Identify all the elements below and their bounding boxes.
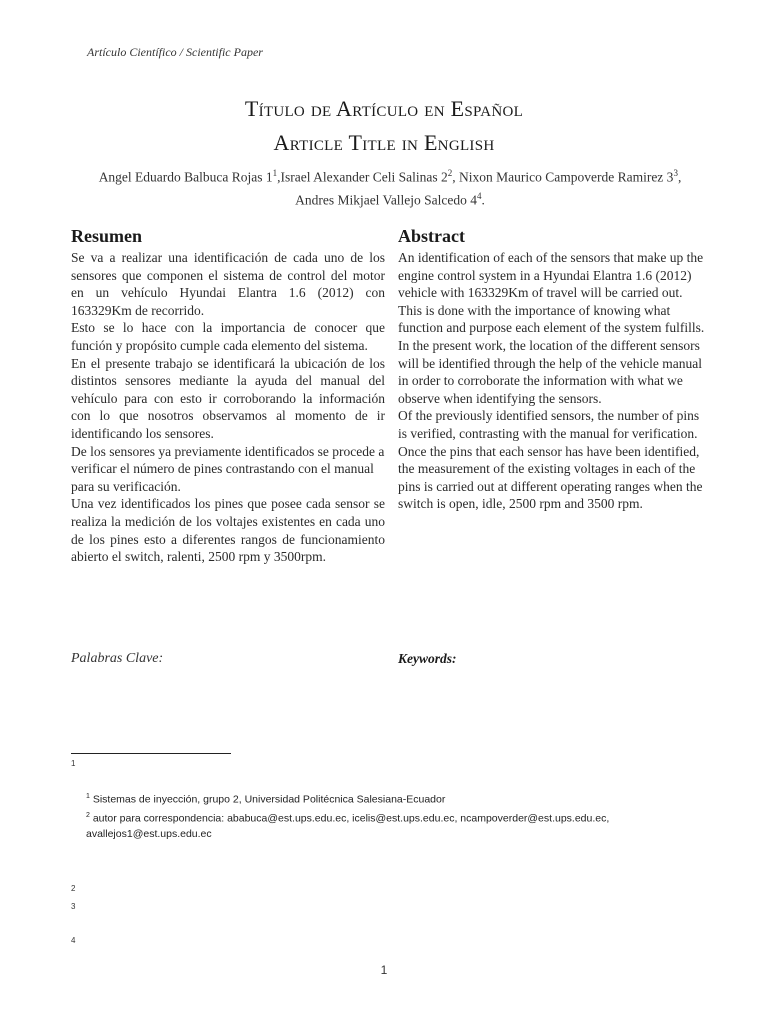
author-3-mark: 3 xyxy=(673,168,678,178)
title-english: Article Title in English xyxy=(273,130,495,155)
footnote-block xyxy=(86,789,686,842)
author-1: Angel Eduardo Balbuca Rojas 1 xyxy=(98,169,273,185)
author-list xyxy=(90,164,690,209)
resumen-heading: Resumen xyxy=(71,226,142,246)
resumen-paragraph-5: Una vez identificados los pines que posee cada sensor se realiza la medición de los voltajes existentes en cada uno de los pines esto a diferentes rangos de funcionamiento abierto el switch, ralenti, 2500 rpm y 3500rpm. xyxy=(71,496,385,565)
author-2-mark: 2 xyxy=(447,168,453,178)
footnote-mark-3: 3 xyxy=(71,902,76,911)
footnote-correspondence xyxy=(86,808,686,843)
abstract-paragraph-3: In the present work, the location of the different sensors will be identified through the help of the vehicle manual in order to corroborate the information with what we observe when identifying the sensors. xyxy=(398,337,703,406)
footnote-correspondence-mark: 2 xyxy=(86,811,90,819)
resumen-paragraph-4: De los sensores ya previamente identificados se procede a verificar el número de pines contrastando con el manual para su verificación. xyxy=(71,443,385,494)
palabras-clave-label: Palabras Clave: xyxy=(71,651,164,666)
footnote-affiliation-text: Sistemas de inyección, grupo 2, Universidad Politécnica Salesiana-Ecuador xyxy=(92,793,446,806)
author-list-end: . xyxy=(481,192,485,207)
author-4-mark: 4 xyxy=(477,190,482,201)
resumen-paragraph-3: En el presente trabajo se identificará la ubicación de los distintos sensores mediante la ayuda del manual del vehículo para con esto ir corroborando la información con lo que nosotros observamos al momento de ir identificando los sensores. xyxy=(71,355,385,441)
footnote-mark-4: 4 xyxy=(71,936,76,945)
resumen-paragraph-2: Esto se lo hace con la importancia de conocer que función y propósito cumple cada elemento del sistema. xyxy=(71,320,385,353)
resumen-section xyxy=(71,226,385,566)
author-2: ,Israel Alexander Celi Salinas 2 xyxy=(277,169,448,185)
footnote-affiliation-mark: 1 xyxy=(86,793,90,800)
keywords-label: Keywords: xyxy=(398,651,457,666)
footnote-mark-2: 2 xyxy=(71,884,76,893)
footnote-separator xyxy=(71,753,231,754)
author-4: , Andres Mikjael Vallejo Salcedo 4 xyxy=(295,169,682,207)
resumen-paragraph-1: Se va a realizar una identificación de cada uno de los sensores que componen el sistema de control del motor en un vehículo Hyundai Elantra 1.6 (2012) con 163329Km de recorrido. xyxy=(71,250,385,318)
page-number: 1 xyxy=(380,963,388,977)
footnote-mark-1: 1 xyxy=(71,759,76,768)
author-1-mark: 1 xyxy=(272,168,278,178)
abstract-paragraph-1: An identification of each of the sensors that make up the engine control system in a Hyundai Elantra 1.6 (2012) vehicle with 163329Km of travel will be carried out. xyxy=(398,250,704,301)
abstract-paragraph-2: This is done with the importance of knowing what function and purpose each element of the system fulfills. xyxy=(398,302,705,336)
title-spanish: Título de Artículo en Español xyxy=(244,96,524,121)
abstract-section xyxy=(398,226,708,513)
abstract-paragraph-4: Of the previously identified sensors, the number of pins is verified, contrasting with the manual for verification. xyxy=(398,408,700,441)
abstract-paragraph-5: Once the pins that each sensor has have been identified, the measurement of the existing voltages in each of the pins is carried out at different operating ranges when the switch is open, idle, 2500 rpm and 3500 rpm. xyxy=(398,443,703,512)
footnote-affiliation xyxy=(86,789,686,808)
running-header: Artículo Científico / Scientific Paper xyxy=(87,45,263,59)
author-3: , Nixon Maurico Campoverde Ramirez 3 xyxy=(452,169,674,185)
footnote-correspondence-text: autor para correspondencia: ababuca@est.ups.edu.ec, icelis@est.ups.edu.ec, ncampoverder@est.ups.edu.ec, avallejos1@est.ups.edu.ec xyxy=(86,812,610,840)
abstract-heading: Abstract xyxy=(398,226,465,246)
